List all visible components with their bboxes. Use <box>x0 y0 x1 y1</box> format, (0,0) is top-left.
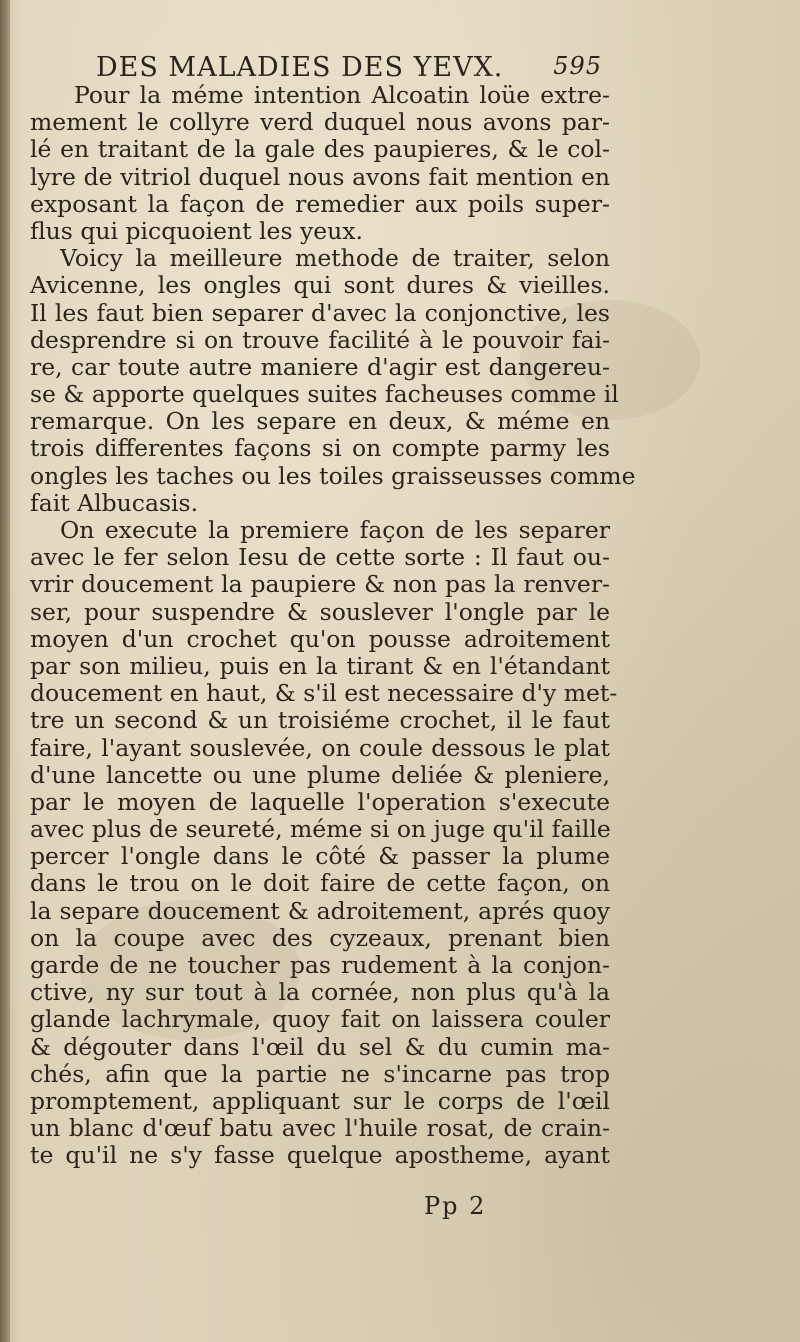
text-line: tre un second & un troisiéme crochet, il le faut <box>30 706 610 735</box>
running-title: DES MALADIES DES YEVX. <box>96 52 504 83</box>
text-line: dans le trou on le doit faire de cette façon, on <box>30 869 610 898</box>
text-line: fait Albucasis. <box>30 488 199 517</box>
text-line: avec plus de seureté, méme si on juge qu'il faille <box>30 815 611 844</box>
text-line: mement le collyre verd duquel nous avons par- <box>30 108 610 137</box>
signature-mark: Pp 2 <box>424 1192 487 1220</box>
text-line: glande lachrymale, quoy fait on laissera couler <box>30 1005 610 1034</box>
text-line: ongles les taches ou les toiles graisseusses comme <box>30 461 636 490</box>
text-line: promptement, appliquant sur le corps de l'œil <box>30 1086 610 1115</box>
text-line: On execute la premiere façon de les separer <box>60 516 610 544</box>
text-line: vrir doucement la paupiere & non pas la renver- <box>30 570 610 599</box>
text-line: garde de ne toucher pas rudement à la conjon- <box>30 951 610 979</box>
text-line: Pour la méme intention Alcoatin loüe extre- <box>74 81 610 109</box>
text-line: ser, pour suspendre & souslever l'ongle par le <box>30 597 610 626</box>
text-line: par son milieu, puis en la tirant & en l'étandant <box>30 651 610 680</box>
text-line: trois differentes façons si on compte parmy les <box>30 434 610 463</box>
text-line: se & apporte quelques suites facheuses comme il <box>30 380 619 409</box>
text-line: Voicy la meilleure methode de traiter, selon <box>60 244 610 273</box>
text-line: un blanc d'œuf batu avec l'huile rosat, de crain- <box>30 1114 610 1143</box>
text-line: Il les faut bien separer d'avec la conjonctive, les <box>30 298 610 327</box>
text-line: percer l'ongle dans le côté & passer la plume <box>30 842 610 871</box>
text-line: remarque. On les separe en deux, & méme en <box>30 407 610 436</box>
text-line: avec le fer selon Iesu de cette sorte : Il faut ou- <box>30 543 610 572</box>
text-line: lé en traitant de la gale des paupieres, & le col- <box>30 135 610 164</box>
text-line: la separe doucement & adroitement, aprés quoy <box>30 896 610 925</box>
text-line: on la coupe avec des cyzeaux, prenant bien <box>30 923 610 952</box>
text-line: lyre de vitriol duquel nous avons fait mention en <box>30 162 610 191</box>
text-line: desprendre si on trouve facilité à le pouvoir fai- <box>30 325 610 354</box>
page-gutter <box>0 0 10 1342</box>
text-line: par le moyen de laquelle l'operation s'execute <box>30 787 610 816</box>
text-line: flus qui picquoient les yeux. <box>30 216 364 245</box>
text-line: faire, l'ayant souslevée, on coule dessous le plat <box>30 733 610 762</box>
text-line: ctive, ny sur tout à la cornée, non plus qu'à la <box>30 978 610 1007</box>
text-line: moyen d'un crochet qu'on pousse adroitement <box>30 624 610 653</box>
text-line: re, car toute autre maniere d'agir est dangereu- <box>30 352 610 381</box>
text-line: doucement en haut, & s'il est necessaire d'y met- <box>30 679 618 708</box>
text-line: Avicenne, les ongles qui sont dures & vieilles. <box>30 271 610 300</box>
text-line: exposant la façon de remedier aux poils super- <box>30 189 610 218</box>
text-line: & dégouter dans l'œil du sel & du cumin ma- <box>30 1032 610 1061</box>
text-line: d'une lancette ou une plume deliée & pleniere, <box>30 760 610 789</box>
text-line: chés, afin que la partie ne s'incarne pas trop <box>30 1059 610 1088</box>
body-text <box>30 81 636 1170</box>
page-number: 595 <box>553 52 602 80</box>
text-line: te qu'il ne s'y fasse quelque apostheme, ayant <box>30 1141 610 1170</box>
